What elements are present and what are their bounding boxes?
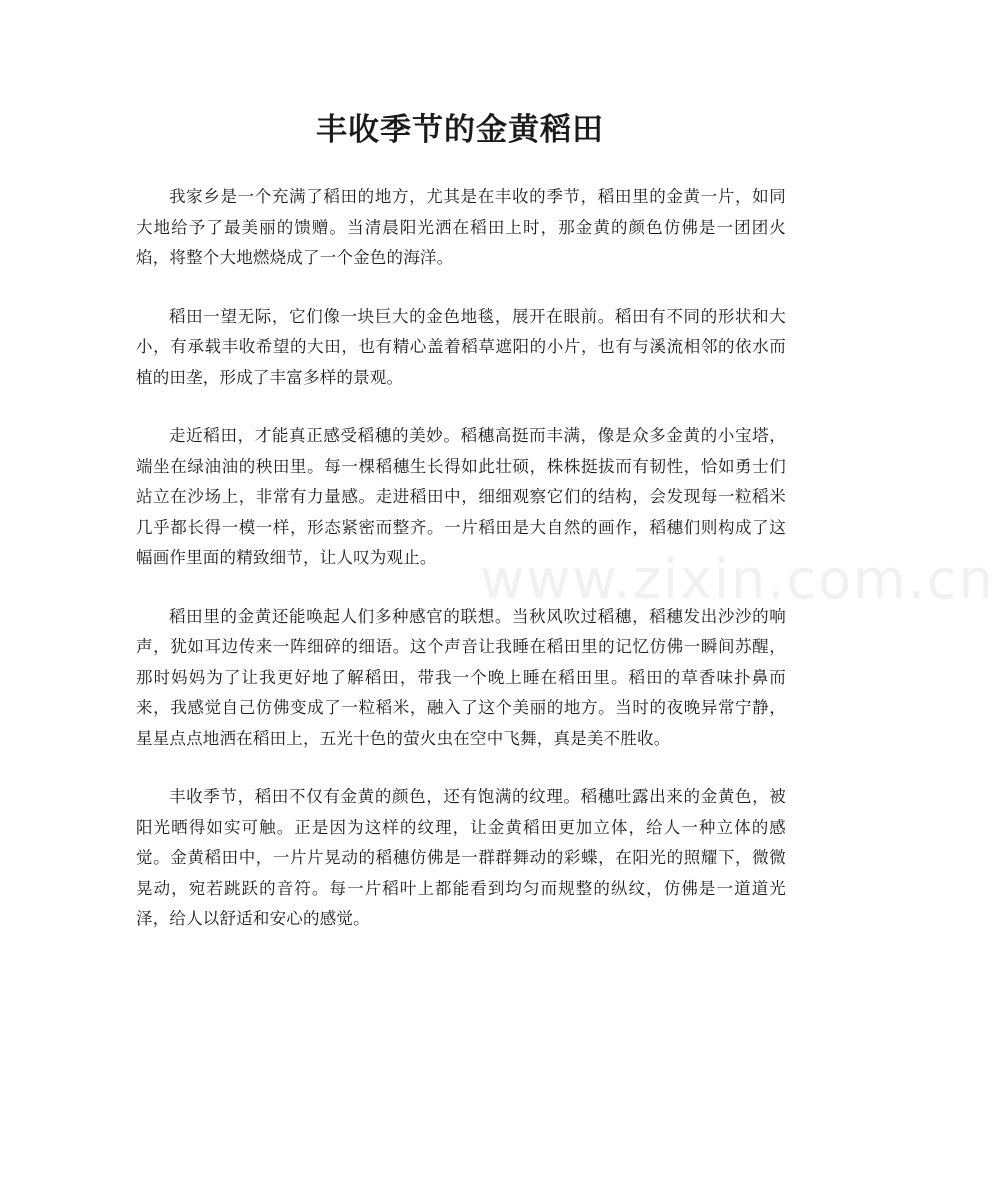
document-title: 丰收季节的金黄稻田 <box>316 112 604 148</box>
paragraph-5: 丰收季节，稻田不仅有金黄的颜色，还有饱满的纹理。稻穗吐露出来的金黄色，被阳光晒得如实可触。正是因为这样的纹理，让金黄稻田更加立体，给人一种立体的感觉。金黄稻田中，一片片晃动的稻穗仿佛是一群群舞动的彩蝶，在阳光的照耀下，微微晃动，宛若跳跃的音符。每一片稻叶上都能看到均匀而规整的纵纹，仿佛是一道道光泽，给人以舒适和安心的感觉。 <box>136 787 786 928</box>
paragraph-1: 我家乡是一个充满了稻田的地方，尤其是在丰收的季节，稻田里的金黄一片，如同大地给予了最美丽的馈赠。当清晨阳光洒在稻田上时，那金黄的颜色仿佛是一团团火焰，将整个大地燃烧成了一个金色的海洋。 <box>136 187 786 267</box>
watermark: www.zixin.com.cn <box>480 548 995 611</box>
paragraph-2: 稻田一望无际，它们像一块巨大的金色地毯，展开在眼前。稻田有不同的形状和大小，有承载丰收希望的大田，也有精心盖着稻草遮阳的小片，也有与溪流相邻的依水而植的田垄，形成了丰富多样的景观。 <box>136 306 786 387</box>
document-body <box>136 182 786 963</box>
paragraph-3: 走近稻田，才能真正感受稻穗的美妙。稻穗高挺而丰满，像是众多金黄的小宝塔，端坐在绿油油的秧田里。每一棵稻穗生长得如此壮硕，株株挺拔而有韧性，恰如勇士们站立在沙场上，非常有力量感。走进稻田中，细细观察它们的结构，会发现每一粒稻米几乎都长得一模一样，形态紧密而整齐。一片稻田是大自然的画作，稻穗们则构成了这幅画作里面的精致细节，让人叹为观止。 <box>136 426 786 567</box>
paragraph-4: 稻田里的金黄还能唤起人们多种感官的联想。当秋风吹过稻穗，稻穗发出沙沙的响声，犹如耳边传来一阵细碎的细语。这个声音让我睡在稻田里的记忆仿佛一瞬间苏醒，那时妈妈为了让我更好地了解稻田，带我一个晚上睡在稻田里。稻田的草香味扑鼻而来，我感觉自己仿佛变成了一粒稻米，融入了这个美丽的地方。当时的夜晚异常宁静，星星点点地洒在稻田上，五光十色的萤火虫在空中飞舞，真是美不胜收。 <box>136 606 786 748</box>
